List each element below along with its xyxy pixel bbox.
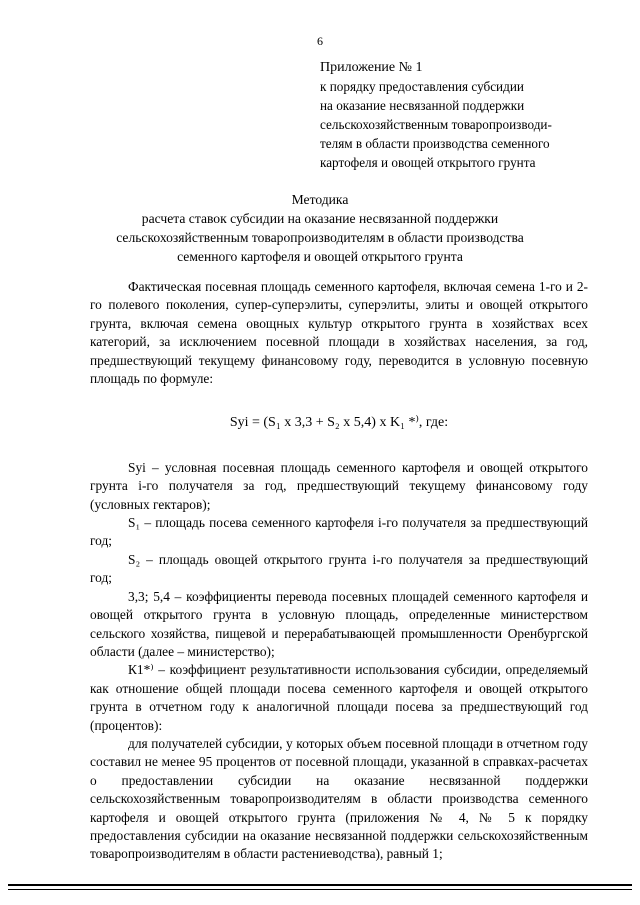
bottom-rule-thin	[8, 889, 632, 890]
heading-title: Методика	[291, 192, 349, 207]
appendix-title: Приложение № 1	[320, 60, 423, 75]
definition-coefficients: 3,3; 5,4 – коэффициенты перевода посевных площадей семенного картофеля и овощей открытого грунта в условную площадь, определенные министерством сельского хозяйства, пищевой и перерабатывающей промышленности Оренбургской области (далее – министерство);	[90, 588, 588, 659]
bottom-rule	[8, 884, 632, 886]
definition-s2: S₂ – площадь овощей открытого грунта i-го получателя за предшествующий год;	[90, 551, 588, 586]
definition-k1-case: для получателей субсидии, у которых объем посевной площади в отчетном году составил не менее 95 процентов от посевной площади, указанной в справках-расчетах о предоставлении субсидии на оказание несвязанной поддержки сельскохозяйственным товаропроизводителям в области производства семенного картофеля и овощей открытого грунта (приложения № 4, № 5 к порядку предоставления субсидии на оказание несвязанной поддержки сельскохозяйственным товаропроизводителям в области растениеводства), равный 1;	[90, 735, 588, 862]
body-text	[90, 278, 588, 864]
appendix-line: телям в области производства семенного	[320, 136, 550, 151]
appendix-line: картофеля и овощей открытого грунта	[320, 155, 536, 170]
appendix-block	[320, 58, 620, 172]
intro-paragraph: Фактическая посевная площадь семенного картофеля, включая семена 1-го и 2-го полевого поколения, супер-суперэлиты, суперэлиты, элиты и овощей открытого грунта, включая семена овощных культур открытого грунта в хозяйствах всех категорий, за исключением посевной площади в хозяйствах населения, за год, предшествующий текущему финансовому году, переводится в условную посевную площадь по формуле:	[90, 279, 588, 387]
heading-line: расчета ставок субсидии на оказание несвязанной поддержки	[141, 211, 499, 226]
definition-k1: К1*⁾ – коэффициент результативности использования субсидии, определяемый как отношение общей площади посева семенного картофеля и овощей открытого грунта в отчетном году к аналогичной площади посева за предшествующий год (процентов):	[90, 662, 588, 733]
heading-line: сельскохозяйственным товаропроизводителям в области производства	[116, 230, 524, 245]
page-number: 6	[317, 34, 323, 48]
definition-syi: Syi – условная посевная площадь семенного картофеля и овощей открытого грунта i-го получателя за год, предшествующий текущему финансовому году (условных гектаров);	[90, 459, 588, 512]
appendix-line: на оказание несвязанной поддержки	[320, 98, 525, 113]
method-heading	[0, 190, 640, 266]
appendix-line: к порядку предоставления субсидии	[320, 79, 524, 94]
formula: Syi = (S₁ x 3,3 + S₂ x 5,4) x K₁ *⁾, где:	[229, 415, 449, 431]
appendix-line: сельскохозяйственным товаропроизводи-	[320, 117, 552, 132]
heading-line: семенного картофеля и овощей открытого грунта	[177, 249, 463, 264]
definition-s1: S₁ – площадь посева семенного картофеля i-го получателя за предшествующий год;	[90, 515, 588, 549]
